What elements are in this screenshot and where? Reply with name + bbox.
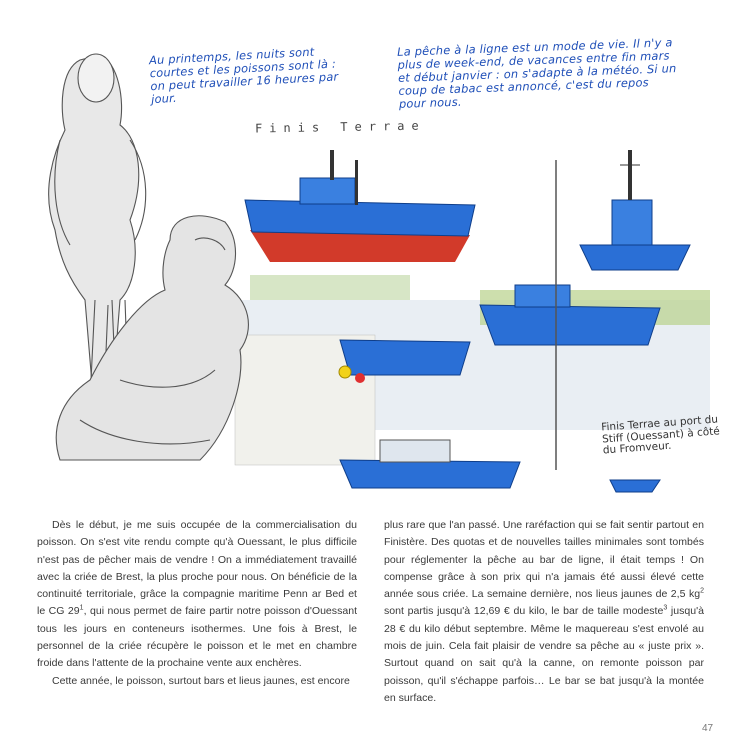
hill-green-2 [250, 275, 410, 300]
handwritten-note-right: La pêche à la ligne est un mode de vie. Il n'y a plus de week-end, de vacances entre fin mars et début janvier : on s'adapte à la météo. Si un coup de tabac est annoncé, c'est du repos pour nous. [396, 35, 677, 111]
footnote-ref: 2 [700, 587, 704, 595]
article-paragraph [37, 517, 357, 673]
finis-terrae-caption: Finis Terrae au port du Stiff (Ouessant) à côté du Fromveur. [600, 413, 721, 457]
text-run: plus rare que l'an passé. Une raréfaction qui se fait sentir partout en Finistère. Des quotas et de nouvelles tailles minimales sont tombés pour réglementer la pêche au bar de ligne, il était temps ! On compense grâce à son prix qui n'a jamais été aussi élevé cette année sous criée. La semaine dernière, nos lieus jaunes de 2,5 kg [384, 519, 704, 601]
article-paragraph [384, 517, 704, 707]
handwritten-note-left: Au printemps, les nuits sont courtes et les poissons sont là : on peut travailler 16 heures par jour. [148, 44, 339, 107]
finis-terrae-banner: Finis Terrae [254, 118, 426, 136]
text-run: , qui nous permet de faire partir notre poisson d'Ouessant tous les jours en conteneurs isothermes. Une fois à Brest, le personnel de la criée récupère le poisson et le met en chambre froide dans l'attente de la prochaine vente aux enchères. [37, 605, 358, 670]
article-paragraph: Cette année, le poisson, surtout bars et lieus jaunes, est encore [52, 674, 350, 687]
article-column-right [384, 517, 704, 707]
text-run: sont partis jusqu'à 12,69 € du kilo, le bar de taille modeste [384, 605, 664, 618]
footnote-ref: 1 [79, 604, 84, 612]
page-number: 47 [702, 723, 714, 734]
text-run: Dès le début, je me suis occupée de la commercialisation du poisson. On s'est vite rendu compte qu'à Ouessant, le plus difficile n'est pas de pêcher mais de vendre ! On a immédiatement travaillé avec la criée de Brest, la plus proche pour nous. On bénéficie de la continuité territoriale, grâce la compagnie maritime Penn ar Bed et le CG 29 [37, 519, 357, 618]
text-run: jusqu'à 28 € du kilo début septembre. Même le maquereau s'est envolé au mois de juin. Cela fait plaisir de vendre sa pêche au « juste prix ». Surtout quand on sait qu'à la canne, on remonte poisson par poisson, qu'il s'échappe parfois… Le bar se bat jusqu'à la montée en surface. [384, 605, 705, 704]
blue-boat-right [580, 150, 690, 270]
article-column-left [37, 517, 357, 690]
footnote-ref: 3 [663, 604, 668, 612]
blue-trawler [245, 150, 475, 262]
